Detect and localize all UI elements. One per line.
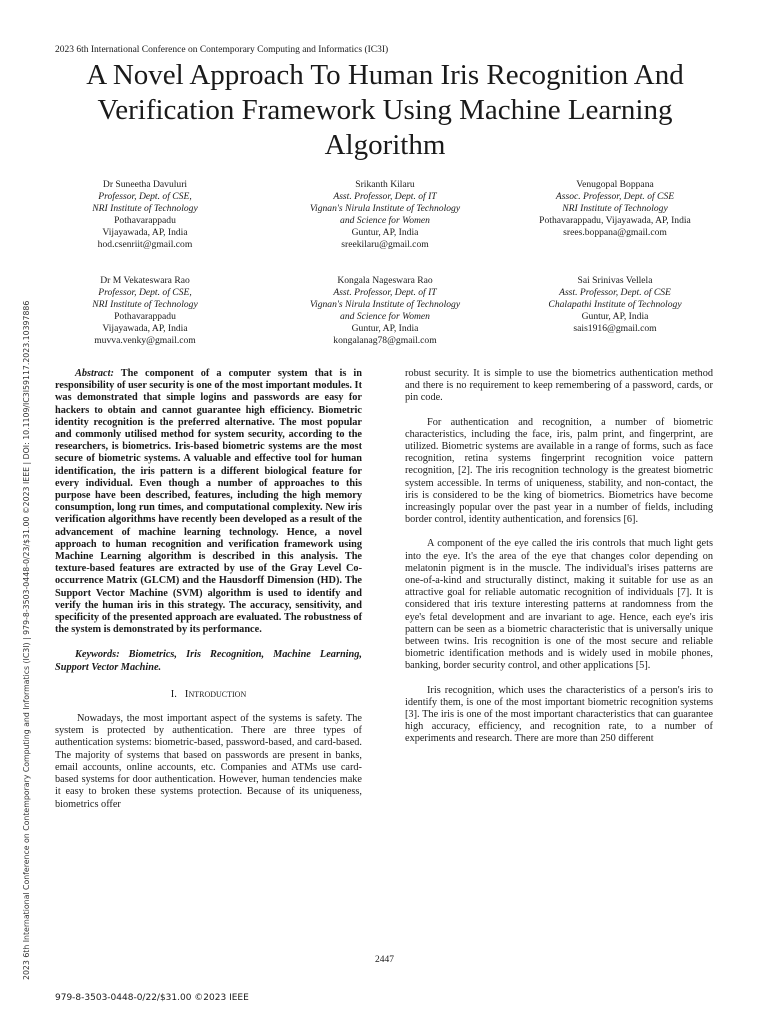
- author-institution: Vignan's Nirula Institute of Technology: [309, 203, 461, 214]
- author-card: [35, 179, 255, 251]
- author-institution: Chalapathi Institute of Technology: [548, 299, 682, 310]
- author-email[interactable]: kongalanag78@gmail.com: [333, 335, 437, 346]
- author-role: Professor, Dept. of CSE,: [98, 287, 192, 298]
- abstract-text: The component of a computer system that is in responsibility of user security is one of the most important modules. It was demonstrated that simple logins and passwords are easy for hackers to obtain and cannot guarantee high efficiency. Biometric identity recognition is the preferred alternative. The most popular and commonly utilised method for system security, according to the researchers, is biometrics. Iris-based biometric systems are the most secure of biometric systems. A valuable and effective tool for human identification, the iris pattern is a different biological feature for every individual. Even though a number of approaches to this purpose have been described, features, including the high memory consumption, long run times, and computational complexity. New iris verification algorithms have recently been developed as a result of the advancement of machine learning technology. Hence, a novel approach to human recognition and verification framework using Machine Learning algorithm is described in this analysis. The texture-based features are extracted by use of the Gray Level Co-occurrence Matrix (GLCM) and the Hausdorff Dimension (HD). The Support Vector Machine (SVM) algorithm is used to identify and verify the human iris in this strategy. The accuracy, sensitivity, and specificity of the presented approach are evaluated. The robustness of the system is demonstrated by its performance.: [55, 368, 362, 636]
- author-institution: NRI Institute of Technology: [562, 203, 668, 214]
- body-paragraph: Iris recognition, which uses the characteristics of a person's iris to identify them, is one of the most important biometric recognition systems [3]. The iris is one of the most important characteristics that can guarantee high accuracy, efficiency, and recognition rate, to a number of experiments and research. There are more than 250 different: [405, 684, 713, 745]
- body-paragraph: A component of the eye called the iris controls that much light gets into the eye. It's the area of the eye that changes color depending on melatonin pigment is in the muscle. The individual's irises patterns are one-of-a-kind and structurally distinct, making it suitable for use as an attractive goal for reliable automatic recognition of individuals [7]. It is considered that iris texture interesting patterns at randomness from the eye's fetal development and are invariant to age. Hence, each eye's iris pattern can be seen as a biometric characteristic that is universally unique between twins. Iris recognition is one of the most secure and reliable biometric identification methods and is widely used in mobile phones, banking, border security control, and other applications [5].: [405, 538, 713, 672]
- author-email[interactable]: muvva.venky@gmail.com: [94, 335, 196, 346]
- paper-title: [40, 58, 730, 163]
- page-number: 2447: [375, 955, 394, 965]
- section-title: Introduction: [184, 687, 247, 700]
- abstract-lead: Abstract:: [75, 368, 114, 379]
- author-location: Pothavarappadu, Vijayawada, AP, India: [539, 215, 691, 226]
- author-institution-line2: and Science for Women: [340, 215, 430, 226]
- footer-copyright: 979-8-3503-0448-0/22/$31.00 ©2023 IEEE: [55, 993, 249, 1003]
- author-location: Vijayawada, AP, India: [102, 227, 188, 238]
- author-location: Vijayawada, AP, India: [102, 323, 188, 334]
- author-card: [275, 179, 495, 251]
- author-location: Pothavarappadu: [114, 311, 176, 322]
- author-institution: NRI Institute of Technology: [92, 203, 198, 214]
- section-number: I.: [170, 688, 177, 700]
- title-line: A Novel Approach To Human Iris Recognition And: [86, 59, 684, 91]
- section-heading: [55, 688, 362, 701]
- author-name: Venugopal Boppana: [576, 179, 654, 190]
- abstract: [55, 368, 362, 636]
- author-role: Asst. Professor, Dept. of IT: [333, 191, 437, 202]
- author-name: Dr Suneetha Davuluri: [102, 179, 188, 190]
- author-name: Srikanth Kilaru: [355, 179, 415, 190]
- author-name: Sai Srinivas Vellela: [577, 275, 653, 286]
- author-institution: Vignan's Nirula Institute of Technology: [309, 299, 461, 310]
- conference-header: 2023 6th International Conference on Contemporary Computing and Informatics (IC3I): [55, 45, 389, 55]
- title-line: Algorithm: [324, 129, 446, 161]
- right-column: [405, 368, 713, 758]
- keywords: Keywords: Biometrics, Iris Recognition, Machine Learning, Support Vector Machine.: [55, 649, 362, 673]
- author-card: [275, 275, 495, 347]
- title-line: Verification Framework Using Machine Learning: [97, 94, 673, 126]
- author-location: Pothavarappadu: [114, 215, 176, 226]
- author-name: Kongala Nageswara Rao: [337, 275, 433, 286]
- intro-paragraph: Nowadays, the most important aspect of the systems is safety. The system is protected by authentication. There are three types of authentication systems: biometric-based, password-based, and card-based. The majority of systems that based on passwords are present in banks, email accounts, online accounts, etc. Companies and ATMs use card-based systems for door authentication. However, human tendencies make it easy to broken these systems protection. Because of its uniqueness, biometrics offer: [55, 713, 362, 810]
- author-institution-line2: and Science for Women: [340, 311, 430, 322]
- author-email[interactable]: hod.csenriit@gmail.com: [97, 239, 193, 250]
- author-name: Dr M Vekateswara Rao: [100, 275, 190, 286]
- author-institution: NRI Institute of Technology: [92, 299, 198, 310]
- sidebar-doi-text: 2023 6th International Conference on Contemporary Computing and Informatics (IC3I) | 979-8-3503-0448-0/23/$31.00 ©2023 IEEE | DOI: 10.1109/IC3I59117.2023.10397886: [22, 300, 31, 980]
- author-role: Asst. Professor, Dept. of IT: [333, 287, 437, 298]
- author-card: [505, 179, 725, 239]
- author-email[interactable]: sais1916@gmail.com: [573, 323, 657, 334]
- author-role: Assoc. Professor, Dept. of CSE: [555, 191, 675, 202]
- author-card: [35, 275, 255, 347]
- author-role: Asst. Professor, Dept. of CSE: [559, 287, 671, 298]
- author-email[interactable]: srees.boppana@gmail.com: [563, 227, 667, 238]
- author-card: [505, 275, 725, 335]
- author-email[interactable]: sreekilaru@gmail.com: [341, 239, 429, 250]
- body-paragraph: robust security. It is simple to use the biometrics authentication method and there is no requirement to keep remembering of a password, cards, or pin code.: [405, 368, 713, 404]
- author-location: Guntur, AP, India: [351, 323, 419, 334]
- body-paragraph: For authentication and recognition, a number of biometric characteristics, including the face, iris, palm print, and fingerprint, are utilized. Biometric systems are available in a range of forms, such as face recognition, retina systems fingerprint recognition voice pattern recognition, [2]. The iris recognition technology is the greatest biometric system accessible. In terms of uniqueness, stability, and non-contact, the iris is considered to be the king of biometrics. Biometrics have become increasingly popular over the past year in a number of fields, including border control, identity authentication, and forensics [6].: [405, 416, 713, 526]
- author-role: Professor, Dept. of CSE,: [98, 191, 192, 202]
- left-column: [55, 368, 362, 811]
- author-location: Guntur, AP, India: [581, 311, 649, 322]
- author-location: Guntur, AP, India: [351, 227, 419, 238]
